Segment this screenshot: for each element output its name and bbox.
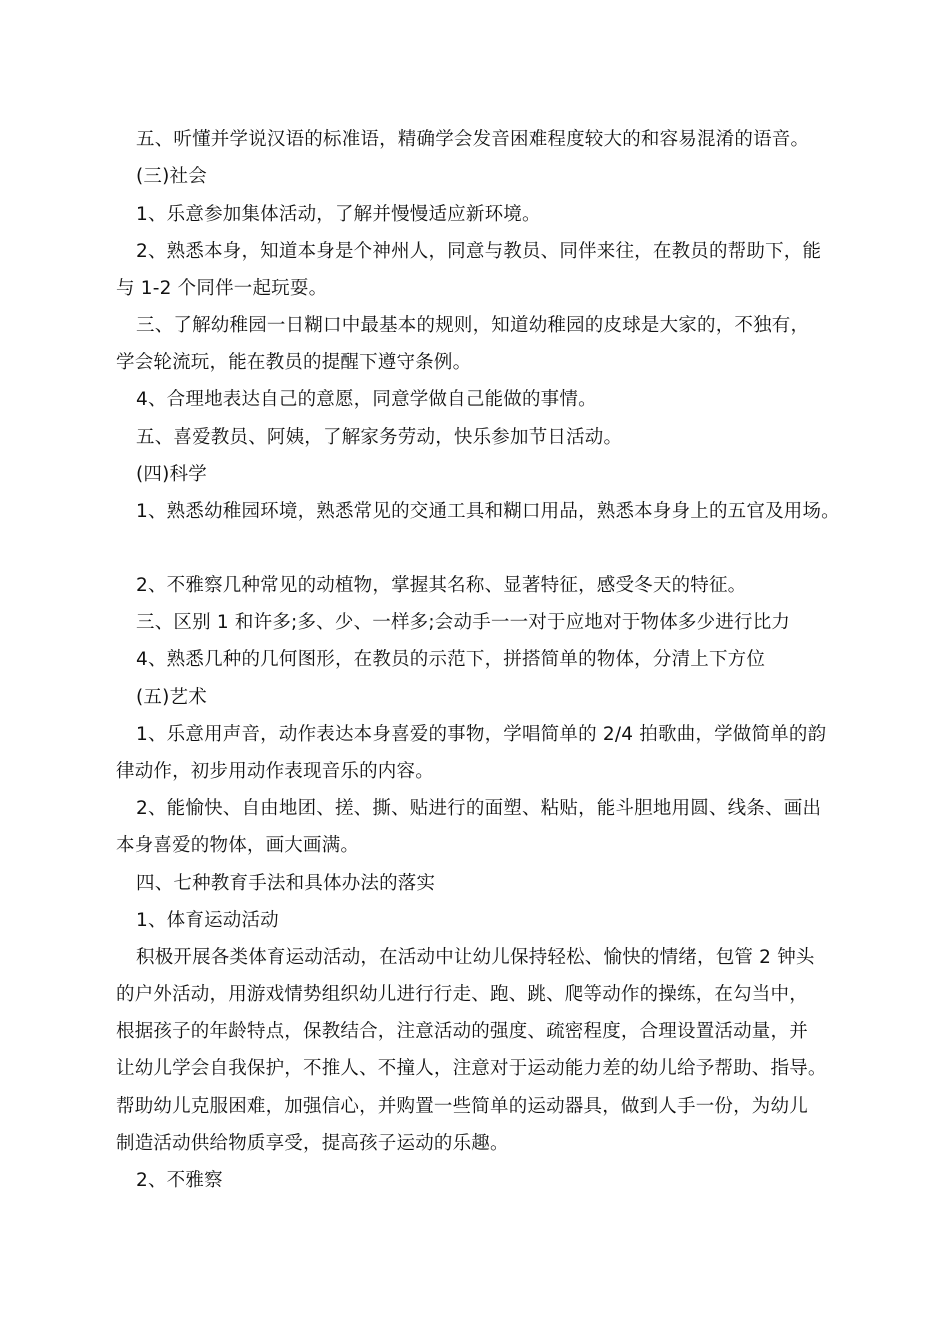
text-line: 学会轮流玩，能在教员的提醒下遵守条例。	[116, 352, 472, 373]
text-line: 4、合理地表达自己的意愿，同意学做自己能做的事情。	[136, 389, 597, 410]
section-heading-social: (三)社会	[136, 166, 207, 187]
text-line: 1、乐意用声音，动作表达本身喜爱的事物，学唱简单的 2/4 拍歌曲，学做简单的韵	[136, 724, 827, 745]
section-heading-science: (四)科学	[136, 464, 207, 485]
text-line: 帮助幼儿克服困难，加强信心，并购置一些简单的运动器具，做到人手一份，为幼儿	[116, 1096, 808, 1117]
text-line: 2、不雅察几种常见的动植物，掌握其名称、显著特征，感受冬天的特征。	[136, 575, 747, 596]
text-line: 积极开展各类体育运动活动，在活动中让幼儿保持轻松、愉快的情绪，包管 2 钟头	[136, 947, 815, 968]
text-line: 4、熟悉几种的几何图形，在教员的示范下，拼搭简单的物体，分清上下方位	[136, 649, 766, 670]
text-line: 根据孩子的年龄特点，保教结合，注意活动的强度、疏密程度，合理设置活动量，并	[116, 1021, 808, 1042]
text-line: 让幼儿学会自我保护，不推人、不撞人，注意对于运动能力差的幼儿给予帮助、指导。	[116, 1058, 827, 1079]
text-line: 三、区别 1 和许多;多、少、一样多;会动手一一对于应地对于物体多少进行比力	[136, 612, 791, 633]
section-heading-art: (五)艺术	[136, 687, 207, 708]
text-line: 三、了解幼稚园一日糊口中最基本的规则，知道幼稚园的皮球是大家的，不独有，	[136, 315, 810, 336]
text-line: 五、听懂并学说汉语的标准语，精确学会发音困难程度较大的和容易混淆的语音。	[136, 129, 810, 150]
text-line: 本身喜爱的物体，画大画满。	[116, 835, 360, 856]
text-line: 律动作，初步用动作表现音乐的内容。	[116, 761, 434, 782]
text-line: 的户外活动，用游戏情势组织幼儿进行行走、跑、跳、爬等动作的操练，在勾当中，	[116, 984, 808, 1005]
text-line: 五、喜爱教员、阿姨，了解家务劳动，快乐参加节日活动。	[136, 427, 623, 448]
text-line: 与 1-2 个同伴一起玩耍。	[116, 278, 328, 299]
section-heading-methods: 四、七种教育手法和具体办法的落实	[136, 873, 436, 894]
text-line: 2、熟悉本身，知道本身是个神州人，同意与教员、同伴来往，在教员的帮助下，能	[136, 241, 822, 262]
text-line: 1、乐意参加集体活动，了解并慢慢适应新环境。	[136, 204, 541, 225]
text-line: 2、能愉快、自由地团、搓、撕、贴进行的面塑、粘贴，能斗胆地用圆、线条、画出	[136, 798, 822, 819]
text-line: 1、熟悉幼稚园环境，熟悉常见的交通工具和糊口用品，熟悉本身身上的五官及用场。	[136, 501, 840, 522]
subsection-heading-observation: 2、不雅察	[136, 1170, 223, 1191]
text-line: 制造活动供给物质享受，提高孩子运动的乐趣。	[116, 1133, 509, 1154]
subsection-heading-sports: 1、体育运动活动	[136, 910, 279, 931]
